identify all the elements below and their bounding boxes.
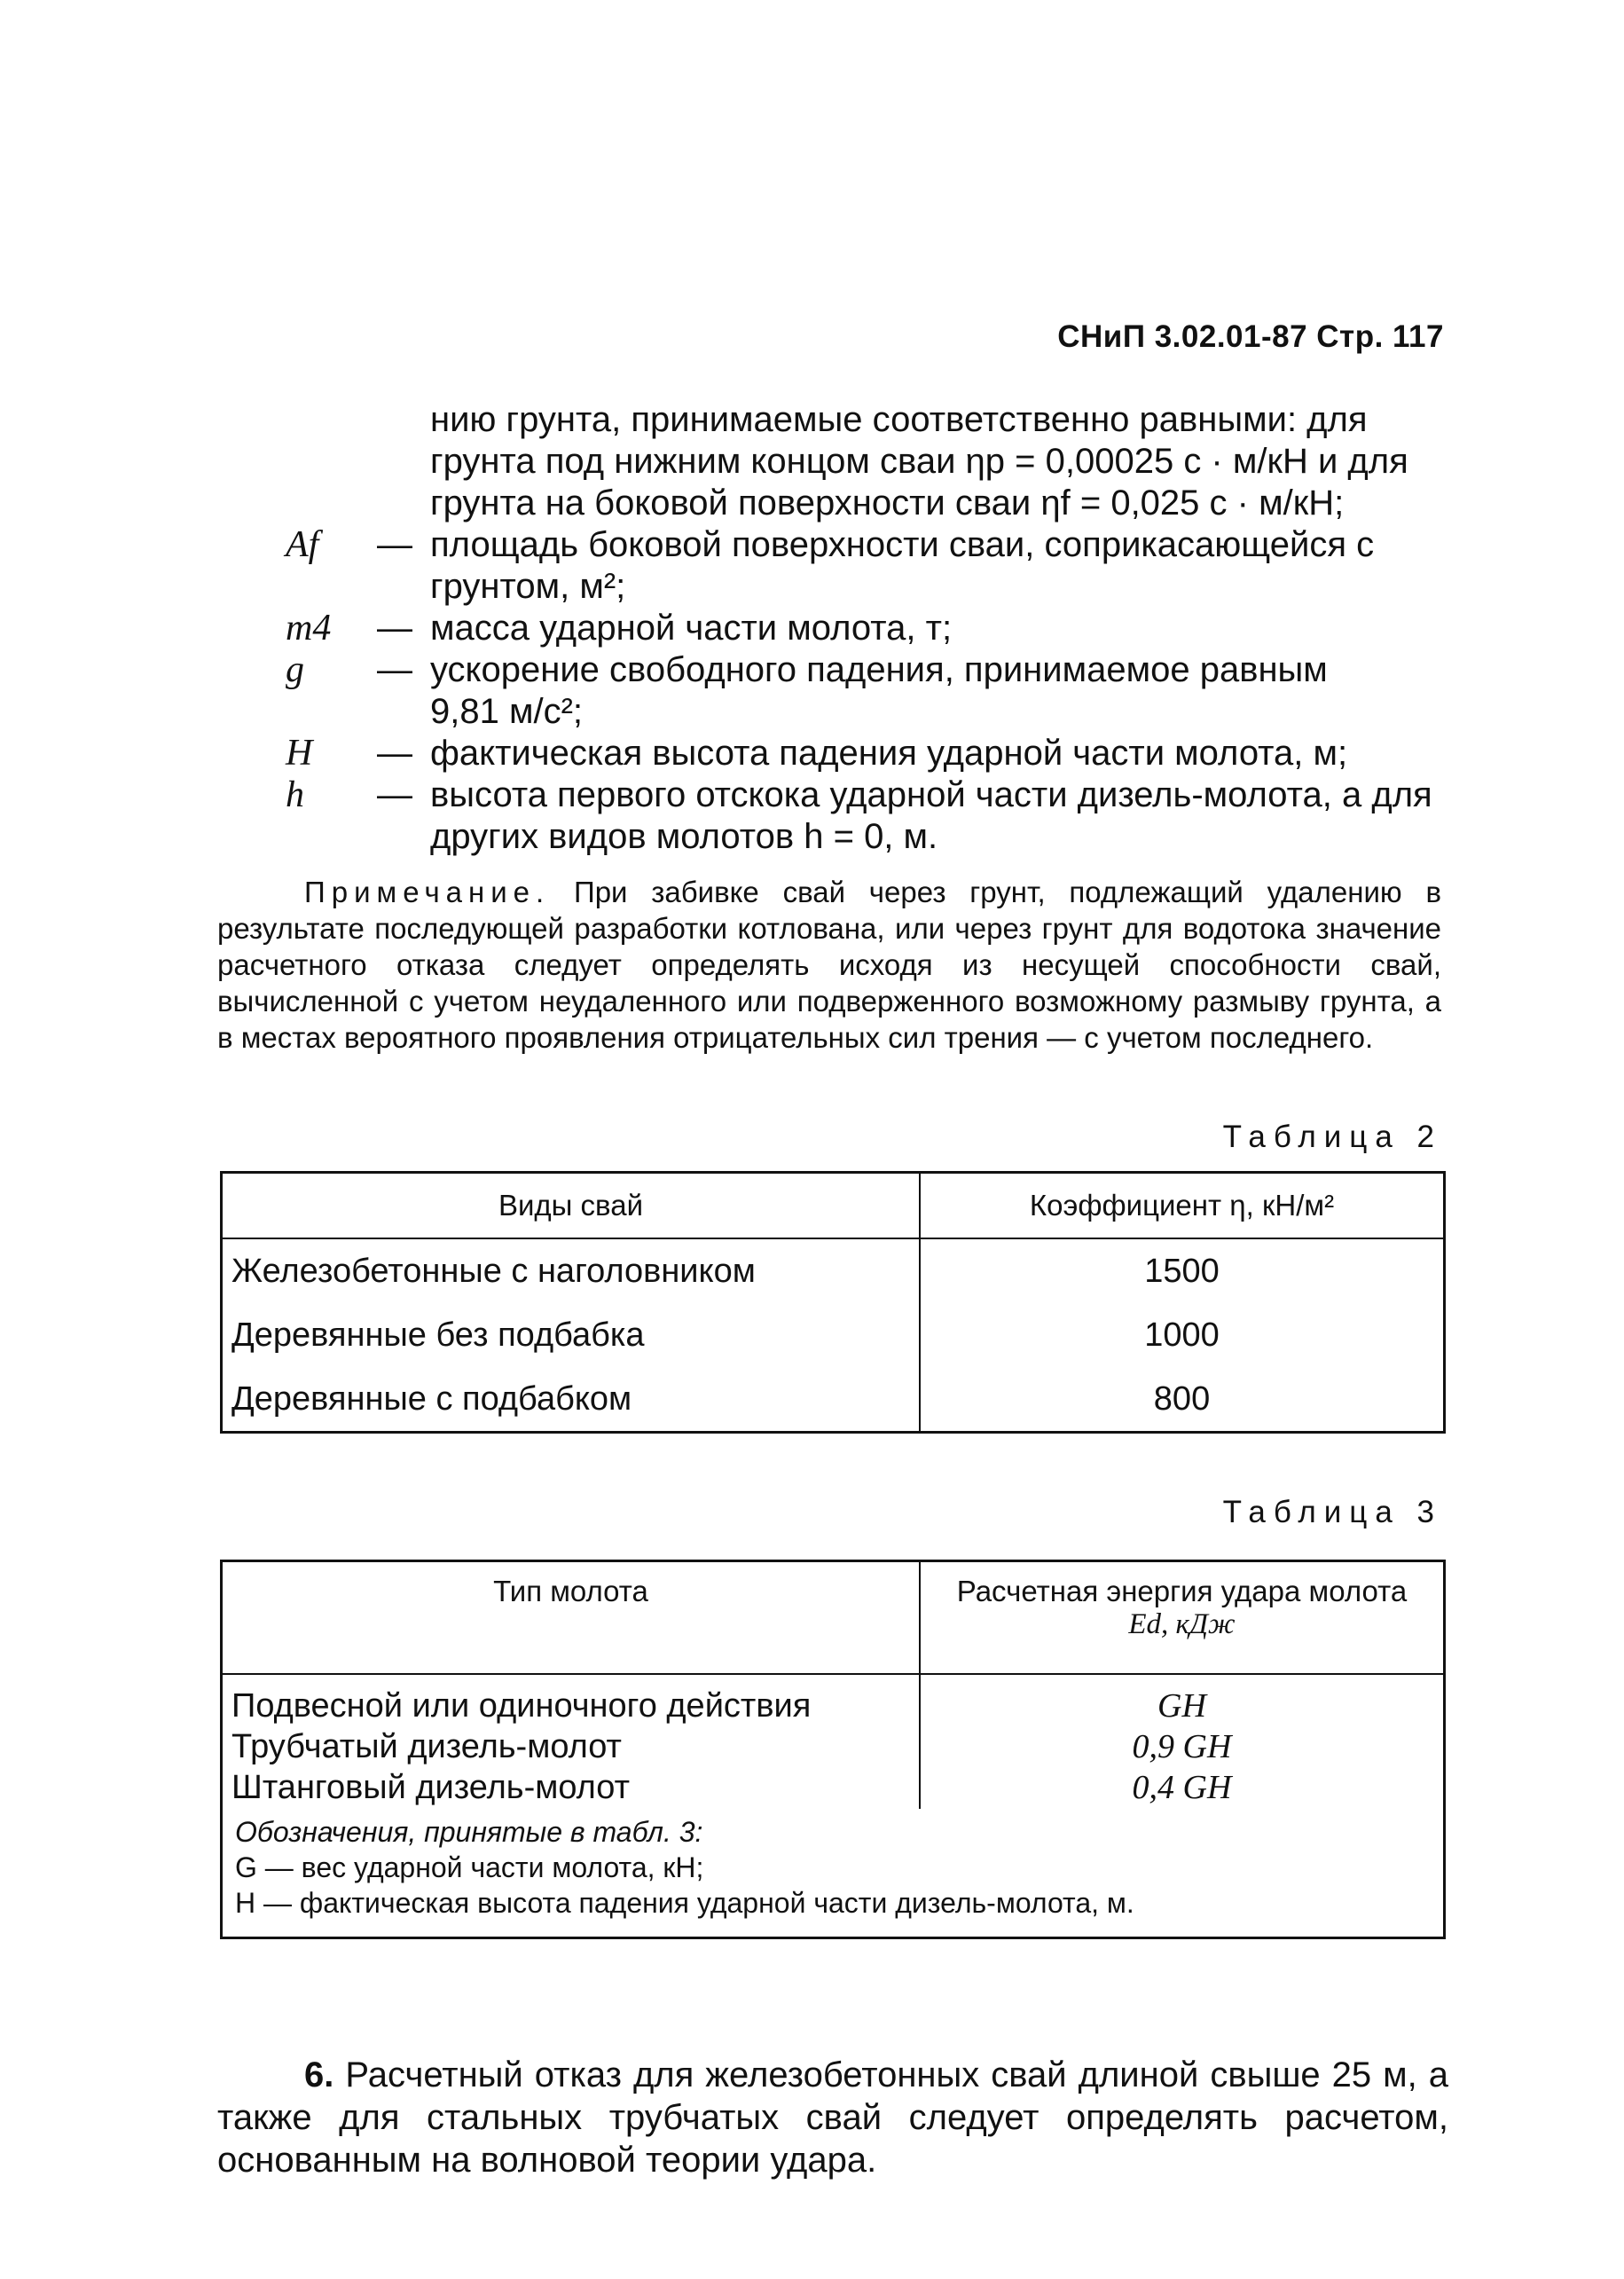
definition-line: масса ударной части молота, т; xyxy=(430,609,953,648)
definition-text xyxy=(430,608,1441,649)
definition-symbol: Af xyxy=(286,524,319,565)
table2-pile-type-cell: Деревянные с подбабком xyxy=(222,1367,921,1433)
definition-symbol: m4 xyxy=(286,608,332,648)
definition-line: грунта под нижним концом сваи ηp = 0,00025 с · м/кН и для xyxy=(430,442,1408,481)
definition-line: ускорение свободного падения, принимаемое равным xyxy=(430,650,1328,689)
table3-header-energy-line1: Расчетная энергия удара молота xyxy=(956,1575,1408,1607)
table3-cell: Трубчатый дизель-молот xyxy=(231,1728,622,1765)
table3-header-energy xyxy=(920,1561,1445,1675)
definition-dash: — xyxy=(377,609,412,648)
table3-notes xyxy=(222,1809,1445,1938)
table3-notes-row xyxy=(222,1809,1445,1938)
note-lead: Примечание. xyxy=(304,876,551,908)
definition-symbol: h xyxy=(286,774,304,815)
table3-note-line: G — вес ударной части молота, кН; xyxy=(235,1851,704,1883)
table3-cell: 0,9 GH xyxy=(1132,1728,1232,1765)
table3-body-row xyxy=(222,1674,1445,1809)
table2-row xyxy=(222,1367,1445,1433)
table2-body xyxy=(222,1238,1445,1433)
table3-hammer-types xyxy=(222,1674,921,1809)
definition-line: высота первого отскока ударной части дизель-молота, а для xyxy=(430,775,1432,814)
definition-text xyxy=(430,774,1441,858)
definition-row xyxy=(0,399,1624,524)
definition-line: других видов молотов h = 0, м. xyxy=(430,817,938,856)
table3-energies xyxy=(920,1674,1445,1809)
table3-cell: Подвесной или одиночного действия xyxy=(231,1687,812,1725)
definition-row xyxy=(0,524,1624,608)
definition-row xyxy=(0,649,1624,733)
table2-row xyxy=(222,1303,1445,1367)
definition-line: грунта на боковой поверхности сваи ηf = 0,025 с · м/кН; xyxy=(430,483,1345,523)
definition-row xyxy=(0,608,1624,649)
table3-caption: Таблица 3 xyxy=(1222,1495,1442,1529)
table3-header-hammer-type: Тип молота xyxy=(222,1561,921,1675)
table3-header-energy-line2: Ed, кДж xyxy=(1128,1608,1236,1640)
table-3 xyxy=(220,1560,1446,1939)
definition-text xyxy=(430,649,1441,733)
definition-dash: — xyxy=(377,775,412,814)
definition-dash: — xyxy=(377,734,412,773)
table3-cell: GH xyxy=(1157,1687,1206,1725)
table2-pile-type-cell: Деревянные без подбабка xyxy=(222,1303,921,1367)
definition-line: фактическая высота падения ударной части молота, м; xyxy=(430,734,1348,773)
definition-dash: — xyxy=(377,525,412,564)
definition-text xyxy=(430,399,1441,524)
definitions-list xyxy=(0,399,1624,858)
table2-coefficient-cell: 1500 xyxy=(920,1238,1445,1303)
table3-cell: Штанговый дизель-молот xyxy=(231,1769,630,1806)
paragraph-6-text: Расчетный отказ для железобетонных свай длиной свыше 25 м, а также для стальных трубчатых свай следует определять расчетом, основанным на волновой теории удара. xyxy=(217,2055,1448,2180)
table2-header-coefficient: Коэффициент η, кН/м² xyxy=(920,1173,1445,1239)
paragraph-6 xyxy=(217,2054,1448,2181)
page-header: СНиП 3.02.01-87 Стр. 117 xyxy=(1057,319,1444,354)
definition-line: площадь боковой поверхности сваи, соприкасающейся с xyxy=(430,525,1375,564)
definition-line: нию грунта, принимаемые соответственно равными: для xyxy=(430,400,1368,439)
note-paragraph xyxy=(217,874,1441,1056)
table-2 xyxy=(220,1171,1446,1434)
definition-symbol: H xyxy=(286,733,313,774)
table3-note-line: H — фактическая высота падения ударной части дизель-молота, м. xyxy=(235,1887,1134,1919)
table2-coefficient-cell: 800 xyxy=(920,1367,1445,1433)
table2-row xyxy=(222,1238,1445,1303)
table3-cell: 0,4 GH xyxy=(1132,1769,1232,1806)
note-text: При забивке свай через грунт, подлежащий удалению в результате последующей разработки котлована, или через грунт для водотока значение расчетного отказа следует определять исходя из несущей способности свай, вычисленной с учетом неудаленного или подверженного возможному размыву грунта, а в местах вероятного проявления отрицательных сил трения — с учетом последнего. xyxy=(217,876,1441,1054)
definition-line: грунтом, м²; xyxy=(430,567,626,606)
paragraph-6-number: 6. xyxy=(304,2055,334,2094)
definition-line: 9,81 м/с²; xyxy=(430,692,584,731)
definition-row xyxy=(0,774,1624,858)
table3-notes-title: Обозначения, принятые в табл. 3: xyxy=(235,1816,703,1848)
definition-text xyxy=(430,524,1441,608)
definition-text xyxy=(430,733,1441,774)
table2-pile-type-cell: Железобетонные с наголовником xyxy=(222,1238,921,1303)
definition-symbol: g xyxy=(286,649,304,690)
definition-dash: — xyxy=(377,650,412,689)
definition-row xyxy=(0,733,1624,774)
table2-caption: Таблица 2 xyxy=(1222,1120,1442,1154)
table2-coefficient-cell: 1000 xyxy=(920,1303,1445,1367)
table2-header-pile-type: Виды свай xyxy=(222,1173,921,1239)
